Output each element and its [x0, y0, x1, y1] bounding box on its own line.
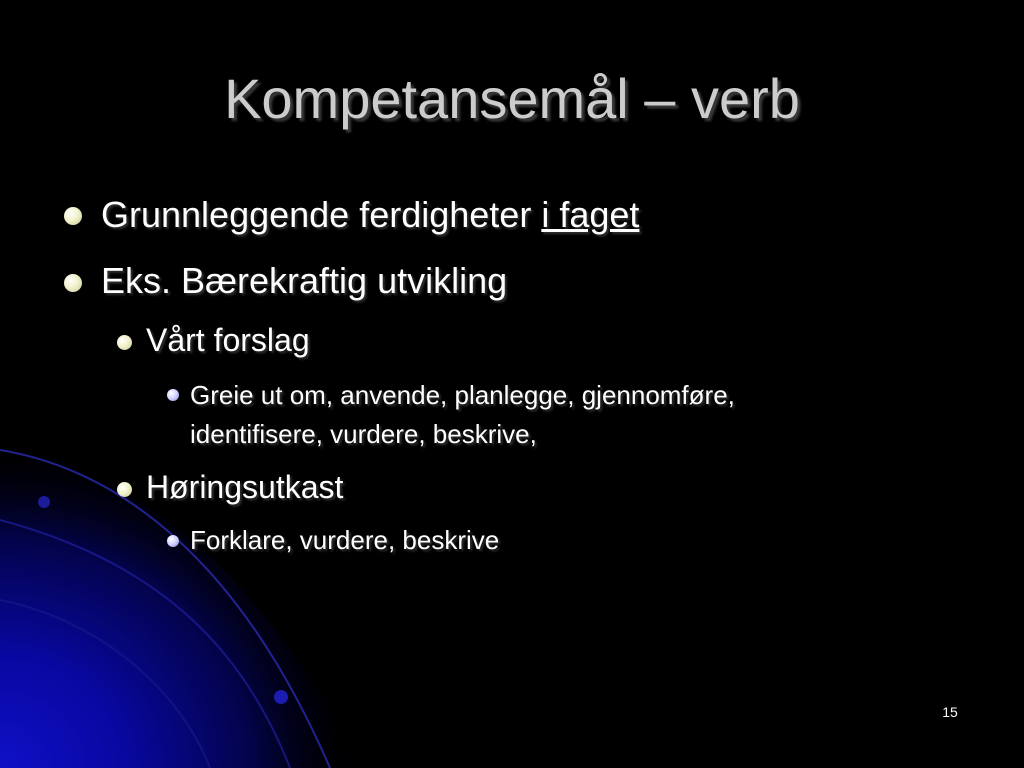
detail-bullet-dot-icon	[167, 389, 179, 401]
slide-title: Kompetansemål – verb	[224, 67, 800, 130]
sub-item-our-proposal: Vårt forslag	[146, 322, 310, 358]
detail-our-proposal-line1: Greie ut om, anvende, planlegge, gjennomføre,	[190, 380, 735, 410]
bullet-dot-icon	[64, 207, 82, 225]
decor-dot-2	[274, 690, 288, 704]
sub-item-consultation-draft: Høringsutkast	[146, 469, 344, 505]
bullet-basic-skills-emphasis: i faget	[541, 194, 640, 235]
sub-bullet-dot-icon	[117, 482, 132, 497]
detail-bullet-dot-icon	[167, 535, 179, 547]
bullet-dot-icon	[64, 274, 82, 292]
bullet-basic-skills-text: Grunnleggende ferdigheter	[101, 194, 542, 235]
detail-consultation-draft-line1: Forklare, vurdere, beskrive	[190, 525, 500, 555]
decor-dot-1	[38, 496, 50, 508]
detail-our-proposal-line2: identifisere, vurdere, beskrive,	[190, 419, 537, 449]
sub-bullet-dot-icon	[117, 335, 132, 350]
bullet-basic-skills	[101, 193, 639, 237]
bullet-sustainability: Eks. Bærekraftig utvikling	[101, 260, 508, 301]
page-number: 15	[942, 704, 958, 720]
